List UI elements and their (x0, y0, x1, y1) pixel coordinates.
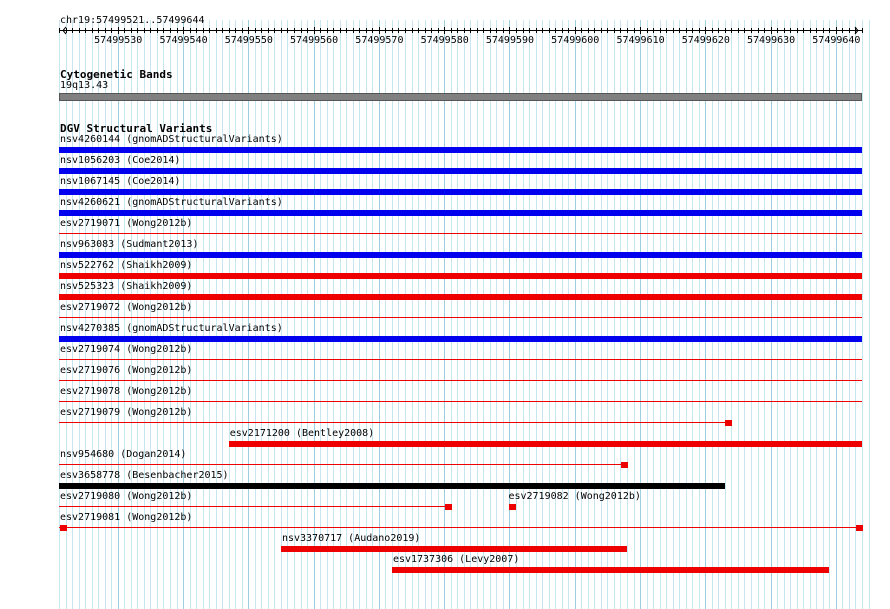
variant-label[interactable]: esv2719074 (Wong2012b) (60, 344, 193, 355)
variant-feature-bar[interactable] (392, 567, 829, 573)
variant-feature-bar[interactable] (59, 147, 862, 153)
variant-label[interactable]: nsv4260621 (gnomADStructuralVariants) (60, 197, 283, 208)
variant-feature-block[interactable] (856, 525, 863, 531)
variant-feature-block[interactable] (725, 420, 732, 426)
variant-feature-bar[interactable] (281, 546, 627, 552)
variant-label[interactable]: nsv3370717 (Audano2019) (281, 533, 421, 544)
variant-feature-block[interactable] (509, 504, 516, 510)
variant-label[interactable]: nsv525323 (Shaikh2009) (60, 281, 193, 292)
variant-feature-line[interactable] (59, 359, 862, 360)
ruler-tick-label: 57499550 (224, 35, 273, 46)
variant-feature-bar[interactable] (229, 441, 862, 447)
variant-feature-line[interactable] (59, 317, 862, 318)
variant-feature-bar[interactable] (59, 189, 862, 195)
variant-feature-line[interactable] (59, 422, 731, 423)
ruler-tick-label: 57499630 (747, 35, 796, 46)
variant-label[interactable]: esv2719082 (Wong2012b) (508, 491, 641, 502)
variant-feature-line[interactable] (59, 401, 862, 402)
variant-label[interactable]: nsv963083 (Sudmant2013) (60, 239, 199, 250)
variant-feature-block[interactable] (445, 504, 452, 510)
variant-feature-bar[interactable] (59, 483, 725, 489)
variant-feature-line[interactable] (59, 380, 862, 381)
variant-feature-block[interactable] (621, 462, 628, 468)
variant-feature-line[interactable] (59, 464, 627, 465)
ruler-range-label: chr19:57499521..57499644 (60, 15, 205, 26)
dgv-track-title: DGV Structural Variants (60, 122, 213, 135)
variant-label[interactable]: esv2719079 (Wong2012b) (60, 407, 193, 418)
ruler-tick-label: 57499570 (355, 35, 404, 46)
ruler-tick-label: 57499540 (159, 35, 208, 46)
variant-feature-line[interactable] (59, 233, 862, 234)
variant-label[interactable]: nsv4260144 (gnomADStructuralVariants) (60, 134, 283, 145)
ruler-tick-label: 57499530 (94, 35, 143, 46)
ruler-tick-label: 57499600 (551, 35, 600, 46)
variant-feature-block[interactable] (60, 525, 67, 531)
ruler-tick-label: 57499580 (420, 35, 469, 46)
variant-label[interactable]: nsv1067145 (Coe2014) (60, 176, 181, 187)
variant-label[interactable]: esv2719072 (Wong2012b) (60, 302, 193, 313)
variant-label[interactable]: esv2171200 (Bentley2008) (229, 428, 375, 439)
variant-label[interactable]: nsv522762 (Shaikh2009) (60, 260, 193, 271)
variant-feature-bar[interactable] (59, 168, 862, 174)
variant-label[interactable]: esv2719078 (Wong2012b) (60, 386, 193, 397)
variant-feature-bar[interactable] (59, 210, 862, 216)
cytoband-track-title: Cytogenetic Bands (60, 68, 173, 81)
variant-feature-bar[interactable] (59, 273, 862, 279)
cytoband-label: 19q13.43 (60, 80, 109, 91)
variant-label[interactable]: nsv4270385 (gnomADStructuralVariants) (60, 323, 283, 334)
ruler-tick-label: 57499560 (290, 35, 339, 46)
ruler-tick-label: 57499620 (681, 35, 730, 46)
variant-feature-bar[interactable] (59, 294, 862, 300)
cytoband-bar[interactable] (59, 93, 862, 101)
variant-label[interactable]: esv1737306 (Levy2007) (392, 554, 520, 565)
ruler-tick-label: 57499610 (616, 35, 665, 46)
variant-feature-bar[interactable] (59, 336, 862, 342)
variant-label[interactable]: nsv954680 (Dogan2014) (60, 449, 187, 460)
variant-label[interactable]: esv2719080 (Wong2012b) (60, 491, 193, 502)
ruler-tick-label: 57499640 (812, 35, 861, 46)
variant-feature-line[interactable] (59, 506, 451, 507)
ruler-tick-label: 57499590 (485, 35, 535, 46)
variant-label[interactable]: esv2719076 (Wong2012b) (60, 365, 193, 376)
variant-label[interactable]: esv3658778 (Besenbacher2015) (60, 470, 229, 481)
variant-label[interactable]: nsv1056203 (Coe2014) (60, 155, 181, 166)
variant-label[interactable]: esv2719081 (Wong2012b) (60, 512, 193, 523)
variant-feature-bar[interactable] (59, 252, 862, 258)
variant-feature-line[interactable] (59, 527, 862, 528)
variant-label[interactable]: esv2719071 (Wong2012b) (60, 218, 193, 229)
